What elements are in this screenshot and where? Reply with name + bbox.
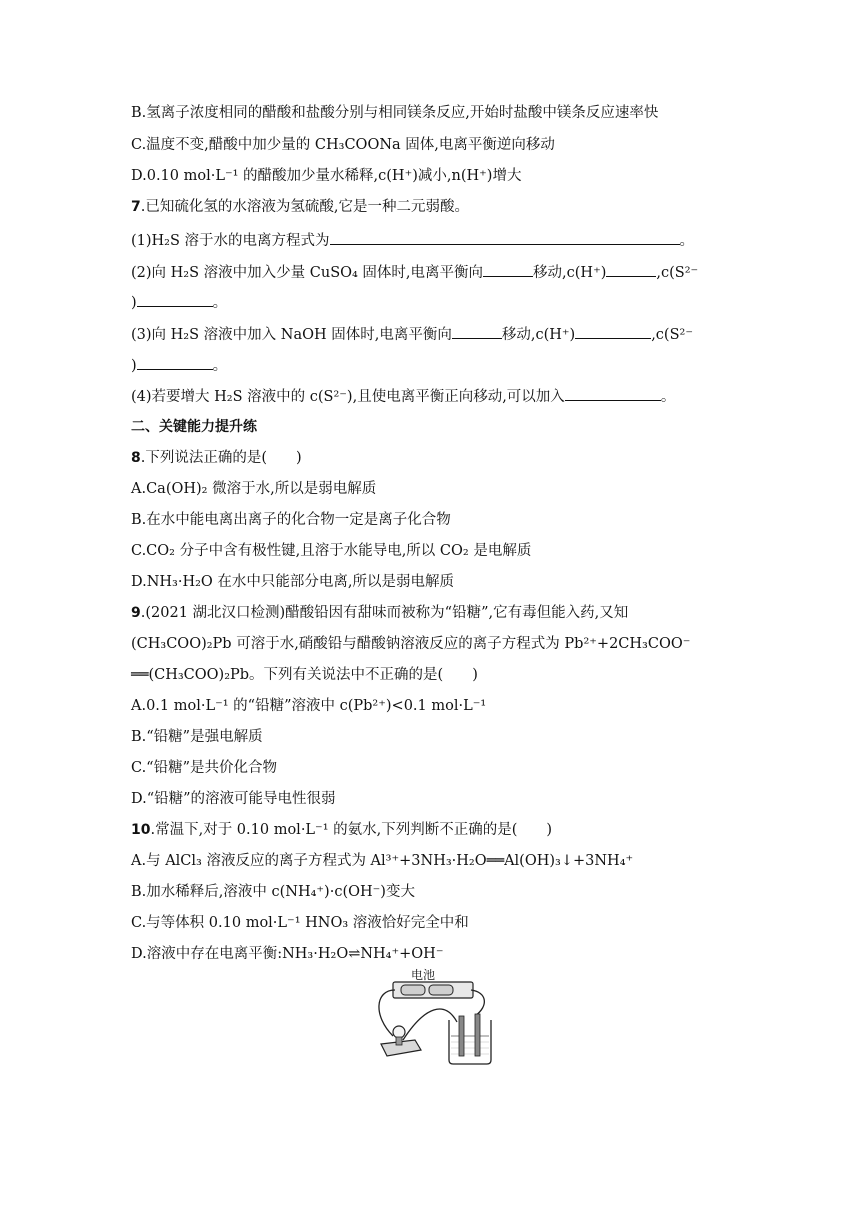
answer-blank[interactable] xyxy=(137,355,213,370)
q9-stem xyxy=(131,604,628,622)
q7-part2-text-b: 移动,c(H⁺) xyxy=(533,265,607,281)
q10-option-d: D.溶液中存在电离平衡:NH₃·H₂O⇌NH₄⁺+OH⁻ xyxy=(131,946,444,962)
q9-number: 9 xyxy=(131,605,141,621)
q10-option-c: C.与等体积 0.10 mol·L⁻¹ HNO₃ 溶液恰好完全中和 xyxy=(131,915,469,931)
q7-stem xyxy=(131,198,469,216)
battery-label: 电池 xyxy=(411,968,436,982)
q9-stem-text-1: .(2021 湖北汉口检测)醋酸铅因有甜味而被称为“铅糖”,它有毒但能入药,又知 xyxy=(140,605,629,621)
q6-option-d: D.0.10 mol·L⁻¹ 的醋酸加少量水稀释,c(H⁺)减小,n(H⁺)增大 xyxy=(131,168,522,184)
q9-option-b: B.“铅糖”是强电解质 xyxy=(131,729,263,745)
answer-blank[interactable] xyxy=(575,324,651,339)
q7-part3-cont xyxy=(131,355,227,375)
answer-blank[interactable] xyxy=(606,262,656,277)
q7-part1-text: (1)H₂S 溶于水的电离方程式为 xyxy=(131,233,330,249)
q8-option-b: B.在水中能电离出离子的化合物一定是离子化合物 xyxy=(131,512,451,528)
q9-stem-line2: (CH₃COO)₂Pb 可溶于水,硝酸铅与醋酸钠溶液反应的离子方程式为 Pb²⁺+2CH₃COO⁻ xyxy=(131,636,691,652)
answer-blank[interactable] xyxy=(330,230,680,245)
q10-option-b: B.加水稀释后,溶液中 c(NH₄⁺)·c(OH⁻)变大 xyxy=(131,884,415,900)
section-heading: 二、关键能力提升练 xyxy=(131,419,257,435)
q10-number: 10 xyxy=(131,822,151,838)
answer-blank[interactable] xyxy=(137,292,213,307)
q9-option-c: C.“铅糖”是共价化合物 xyxy=(131,760,278,776)
q7-part2-text-c: ,c(S²⁻ xyxy=(656,265,699,281)
q9-option-d: D.“铅糖”的溶液可能导电性很弱 xyxy=(131,791,336,807)
q6-option-c: C.温度不变,醋酸中加少量的 CH₃COONa 固体,电离平衡逆向移动 xyxy=(131,137,555,153)
conductivity-apparatus-figure xyxy=(365,966,505,1068)
q7-part4 xyxy=(131,386,675,406)
q7-number: 7 xyxy=(131,199,141,215)
q7-part3-text-a: (3)向 H₂S 溶液中加入 NaOH 固体时,电离平衡向 xyxy=(131,327,452,343)
q9-stem-line3: ══(CH₃COO)₂Pb。下列有关说法中不正确的是( ) xyxy=(131,667,478,683)
q8-stem xyxy=(131,449,302,467)
q8-option-c: C.CO₂ 分子中含有极性键,且溶于水能导电,所以 CO₂ 是电解质 xyxy=(131,543,532,559)
q7-part4-text: (4)若要增大 H₂S 溶液中的 c(S²⁻),且使电离平衡正向移动,可以加入 xyxy=(131,389,565,405)
q7-stem-text: .已知硫化氢的水溶液为氢硫酸,它是一种二元弱酸。 xyxy=(140,199,469,215)
q7-part2-end: 。 xyxy=(212,295,228,311)
q7-part1-end: 。 xyxy=(679,233,695,249)
q7-part3-text-b: 移动,c(H⁺) xyxy=(501,327,576,343)
lamp-icon xyxy=(381,1026,421,1056)
q8-option-a: A.Ca(OH)₂ 微溶于水,所以是弱电解质 xyxy=(131,481,377,497)
q8-option-d: D.NH₃·H₂O 在水中只能部分电离,所以是弱电解质 xyxy=(131,574,455,590)
q7-part2-text-a: (2)向 H₂S 溶液中加入少量 CuSO₄ 固体时,电离平衡向 xyxy=(131,265,484,281)
q7-part3 xyxy=(131,324,693,344)
battery-icon xyxy=(393,982,473,998)
q8-stem-text: .下列说法正确的是( ) xyxy=(140,450,302,466)
q8-number: 8 xyxy=(131,450,141,466)
q7-part2-cont xyxy=(131,292,227,312)
q7-part3-text-d: ) xyxy=(131,358,137,374)
answer-blank[interactable] xyxy=(565,386,661,401)
q7-part3-text-c: ,c(S²⁻ xyxy=(651,327,693,343)
q7-part2 xyxy=(131,262,698,282)
q7-part1 xyxy=(131,230,694,250)
q6-option-b: B.氢离子浓度相同的醋酸和盐酸分别与相同镁条反应,开始时盐酸中镁条反应速率快 xyxy=(131,105,659,121)
q10-option-a: A.与 AlCl₃ 溶液反应的离子方程式为 Al³⁺+3NH₃·H₂O══Al(OH)₃↓+3NH₄⁺ xyxy=(131,853,634,869)
q10-stem xyxy=(131,821,552,839)
q7-part4-end: 。 xyxy=(660,389,676,405)
q10-stem-text: .常温下,对于 0.10 mol·L⁻¹ 的氨水,下列判断不正确的是( ) xyxy=(150,822,553,838)
q9-option-a: A.0.1 mol·L⁻¹ 的“铅糖”溶液中 c(Pb²⁺)<0.1 mol·L⁻¹ xyxy=(131,698,487,714)
answer-blank[interactable] xyxy=(452,324,502,339)
q7-part3-end: 。 xyxy=(212,358,228,374)
q7-part2-text-d: ) xyxy=(131,295,137,311)
answer-blank[interactable] xyxy=(483,262,533,277)
beaker-icon xyxy=(449,1014,491,1064)
